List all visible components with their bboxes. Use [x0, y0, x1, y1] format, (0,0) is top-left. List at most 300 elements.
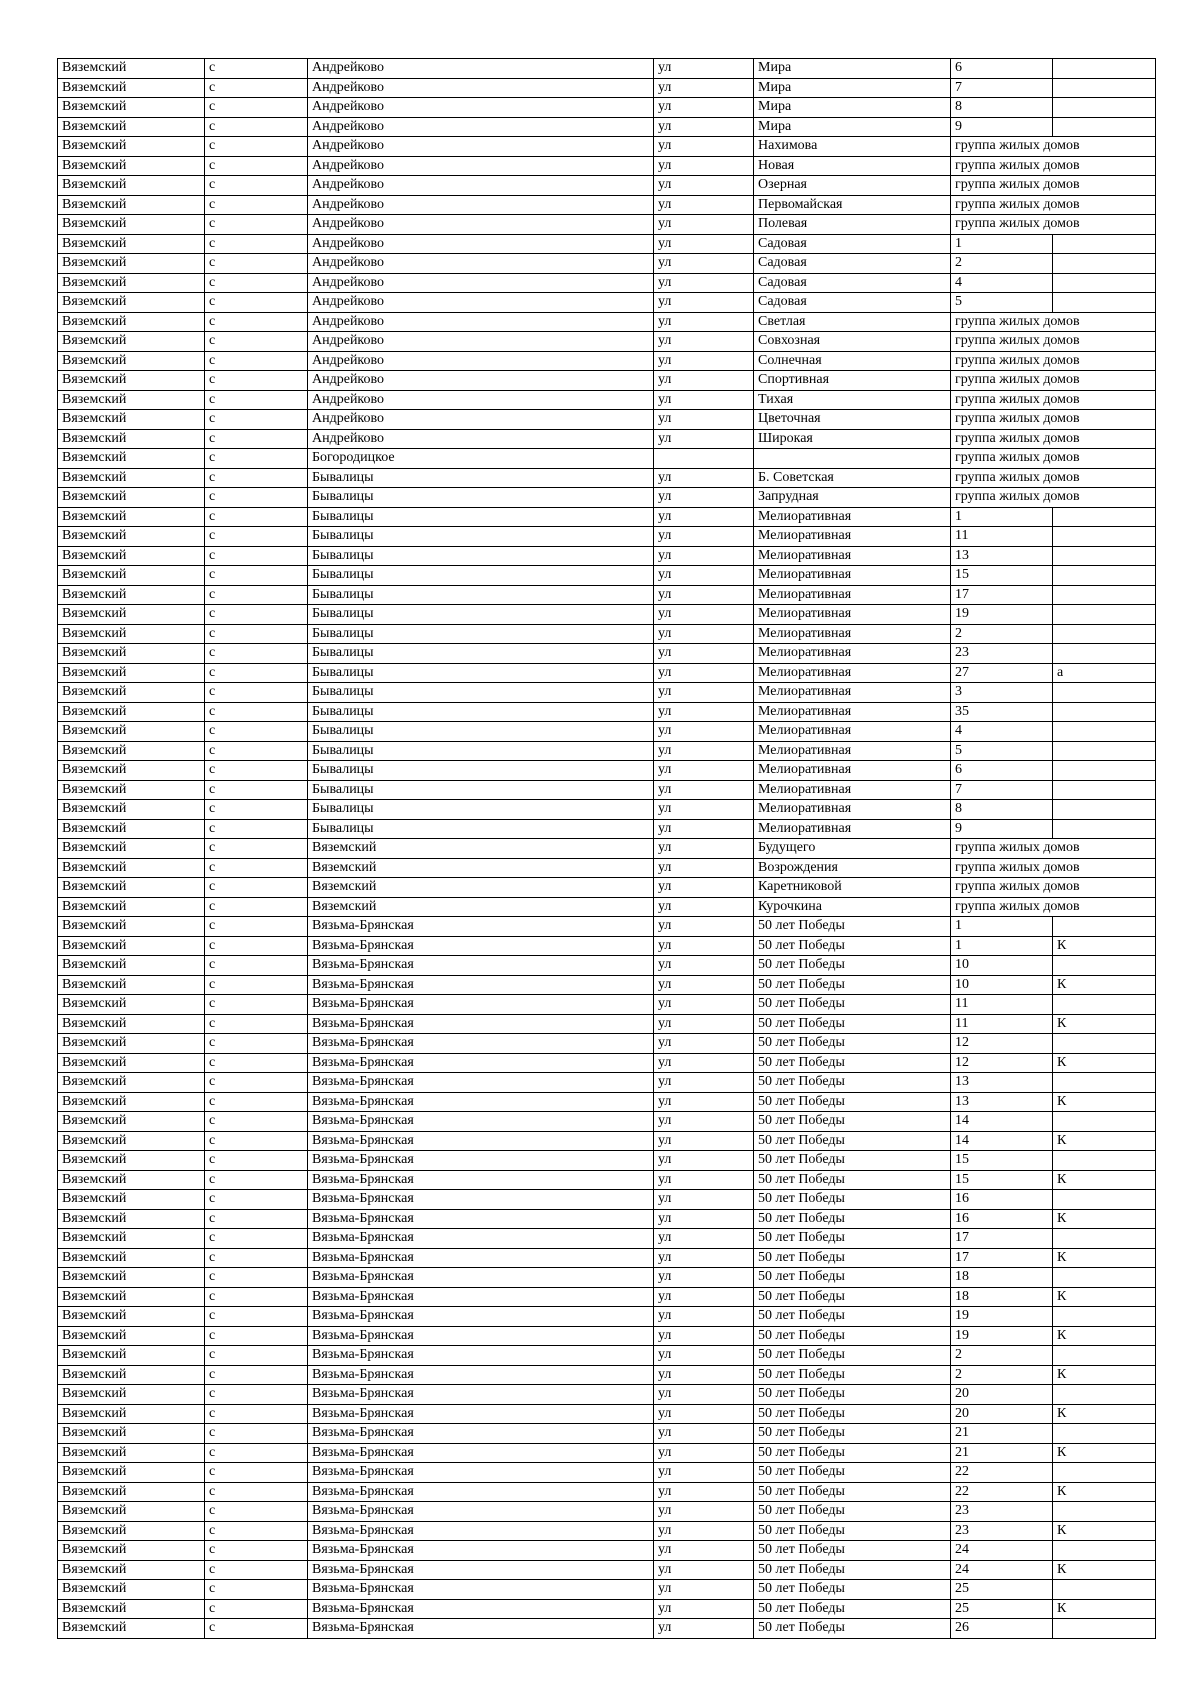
street-cell: Мелиоративная — [754, 683, 951, 703]
district-cell: Вяземский — [58, 1521, 205, 1541]
house-cell: 23 — [951, 644, 1053, 664]
building-cell: К — [1053, 1014, 1156, 1034]
street-cell: 50 лет Победы — [754, 1560, 951, 1580]
street-type-cell: ул — [654, 429, 754, 449]
house-cell: 11 — [951, 995, 1053, 1015]
settlement-type-cell: с — [205, 1580, 308, 1600]
street-type-cell: ул — [654, 273, 754, 293]
house-cell: группа жилых домов — [951, 878, 1156, 898]
street-cell: 50 лет Победы — [754, 1541, 951, 1561]
settlement-type-cell: с — [205, 605, 308, 625]
house-cell: 13 — [951, 1092, 1053, 1112]
table-row — [58, 468, 1156, 488]
building-cell: К — [1053, 1365, 1156, 1385]
street-cell: Мелиоративная — [754, 761, 951, 781]
street-cell: 50 лет Победы — [754, 1346, 951, 1366]
building-cell — [1053, 1190, 1156, 1210]
settlement-type-cell: с — [205, 254, 308, 274]
house-cell: группа жилых домов — [951, 156, 1156, 176]
settlement-cell: Бывалицы — [308, 819, 654, 839]
table-row — [58, 507, 1156, 527]
table-row — [58, 1151, 1156, 1171]
district-cell: Вяземский — [58, 722, 205, 742]
settlement-cell: Андрейково — [308, 78, 654, 98]
settlement-type-cell: с — [205, 234, 308, 254]
street-type-cell: ул — [654, 819, 754, 839]
building-cell — [1053, 585, 1156, 605]
street-type-cell: ул — [654, 1599, 754, 1619]
table-row — [58, 1268, 1156, 1288]
district-cell: Вяземский — [58, 897, 205, 917]
street-type-cell: ул — [654, 644, 754, 664]
settlement-type-cell: с — [205, 897, 308, 917]
street-type-cell: ул — [654, 1053, 754, 1073]
settlement-type-cell: с — [205, 1151, 308, 1171]
street-type-cell: ул — [654, 1560, 754, 1580]
settlement-cell: Бывалицы — [308, 800, 654, 820]
house-cell: группа жилых домов — [951, 449, 1156, 469]
street-cell: Тихая — [754, 390, 951, 410]
settlement-cell: Вязьма-Брянская — [308, 1092, 654, 1112]
settlement-type-cell: с — [205, 332, 308, 352]
district-cell: Вяземский — [58, 1463, 205, 1483]
table-row — [58, 761, 1156, 781]
street-cell: Спортивная — [754, 371, 951, 391]
settlement-type-cell: с — [205, 390, 308, 410]
settlement-cell: Андрейково — [308, 332, 654, 352]
district-cell: Вяземский — [58, 78, 205, 98]
settlement-type-cell: с — [205, 1599, 308, 1619]
district-cell: Вяземский — [58, 663, 205, 683]
building-cell: К — [1053, 1521, 1156, 1541]
street-cell: Полевая — [754, 215, 951, 235]
house-cell: 25 — [951, 1599, 1053, 1619]
street-cell: Мелиоративная — [754, 780, 951, 800]
table-row — [58, 1443, 1156, 1463]
district-cell: Вяземский — [58, 59, 205, 79]
table-row — [58, 644, 1156, 664]
street-cell: 50 лет Победы — [754, 1248, 951, 1268]
district-cell: Вяземский — [58, 351, 205, 371]
table-row — [58, 1131, 1156, 1151]
table-row — [58, 1190, 1156, 1210]
settlement-type-cell: с — [205, 1346, 308, 1366]
street-cell: Б. Советская — [754, 468, 951, 488]
district-cell: Вяземский — [58, 1014, 205, 1034]
street-type-cell: ул — [654, 507, 754, 527]
street-type-cell: ул — [654, 1482, 754, 1502]
settlement-cell: Андрейково — [308, 137, 654, 157]
house-cell: 24 — [951, 1560, 1053, 1580]
settlement-cell: Вязьма-Брянская — [308, 1307, 654, 1327]
house-cell: 6 — [951, 761, 1053, 781]
settlement-cell: Вязьма-Брянская — [308, 1385, 654, 1405]
settlement-cell: Вязьма-Брянская — [308, 1502, 654, 1522]
settlement-type-cell: с — [205, 1521, 308, 1541]
table-row — [58, 1287, 1156, 1307]
house-cell: 9 — [951, 819, 1053, 839]
building-cell — [1053, 1229, 1156, 1249]
settlement-type-cell: с — [205, 1404, 308, 1424]
street-cell: Мелиоративная — [754, 741, 951, 761]
settlement-type-cell: с — [205, 312, 308, 332]
street-cell: Мелиоративная — [754, 644, 951, 664]
street-cell: 50 лет Победы — [754, 1034, 951, 1054]
table-row — [58, 858, 1156, 878]
district-cell: Вяземский — [58, 546, 205, 566]
district-cell: Вяземский — [58, 1326, 205, 1346]
district-cell: Вяземский — [58, 293, 205, 313]
table-row — [58, 917, 1156, 937]
settlement-type-cell: с — [205, 1014, 308, 1034]
house-cell: 7 — [951, 78, 1053, 98]
table-row — [58, 1599, 1156, 1619]
house-cell: группа жилых домов — [951, 312, 1156, 332]
street-cell: Мелиоративная — [754, 546, 951, 566]
street-cell: Совхозная — [754, 332, 951, 352]
building-cell — [1053, 1502, 1156, 1522]
table-row — [58, 78, 1156, 98]
street-type-cell: ул — [654, 1463, 754, 1483]
district-cell: Вяземский — [58, 312, 205, 332]
street-cell: 50 лет Победы — [754, 1463, 951, 1483]
settlement-type-cell: с — [205, 1365, 308, 1385]
house-cell: 26 — [951, 1619, 1053, 1639]
street-type-cell: ул — [654, 176, 754, 196]
settlement-type-cell: с — [205, 351, 308, 371]
settlement-type-cell: с — [205, 975, 308, 995]
district-cell: Вяземский — [58, 1112, 205, 1132]
district-cell: Вяземский — [58, 1560, 205, 1580]
settlement-cell: Вязьма-Брянская — [308, 1209, 654, 1229]
settlement-type-cell: с — [205, 176, 308, 196]
settlement-type-cell: с — [205, 1385, 308, 1405]
house-cell: группа жилых домов — [951, 468, 1156, 488]
settlement-type-cell: с — [205, 273, 308, 293]
settlement-cell: Вязьма-Брянская — [308, 1053, 654, 1073]
street-cell: 50 лет Победы — [754, 1307, 951, 1327]
house-cell: 12 — [951, 1034, 1053, 1054]
house-cell: 13 — [951, 1073, 1053, 1093]
street-cell: Мелиоративная — [754, 702, 951, 722]
district-cell: Вяземский — [58, 1151, 205, 1171]
district-cell: Вяземский — [58, 371, 205, 391]
house-cell: 5 — [951, 741, 1053, 761]
table-row — [58, 176, 1156, 196]
street-type-cell: ул — [654, 683, 754, 703]
house-cell: группа жилых домов — [951, 332, 1156, 352]
street-type-cell: ул — [654, 780, 754, 800]
street-cell: Мира — [754, 78, 951, 98]
district-cell: Вяземский — [58, 1424, 205, 1444]
settlement-cell: Андрейково — [308, 429, 654, 449]
building-cell — [1053, 1385, 1156, 1405]
house-cell: 15 — [951, 1170, 1053, 1190]
street-cell: 50 лет Победы — [754, 1014, 951, 1034]
street-cell: 50 лет Победы — [754, 1112, 951, 1132]
street-type-cell: ул — [654, 1073, 754, 1093]
district-cell: Вяземский — [58, 1073, 205, 1093]
street-cell: Мелиоративная — [754, 722, 951, 742]
house-cell: 11 — [951, 527, 1053, 547]
house-cell: 17 — [951, 1248, 1053, 1268]
table-row — [58, 234, 1156, 254]
street-type-cell: ул — [654, 702, 754, 722]
table-row — [58, 488, 1156, 508]
district-cell: Вяземский — [58, 449, 205, 469]
house-cell: группа жилых домов — [951, 215, 1156, 235]
street-cell: Нахимова — [754, 137, 951, 157]
settlement-cell: Вязьма-Брянская — [308, 1443, 654, 1463]
table-row — [58, 1209, 1156, 1229]
building-cell — [1053, 546, 1156, 566]
street-cell: Мира — [754, 59, 951, 79]
settlement-type-cell: с — [205, 117, 308, 137]
district-cell: Вяземский — [58, 254, 205, 274]
street-cell: Мелиоративная — [754, 585, 951, 605]
street-type-cell: ул — [654, 975, 754, 995]
settlement-cell: Андрейково — [308, 234, 654, 254]
street-cell: Мелиоративная — [754, 800, 951, 820]
district-cell: Вяземский — [58, 410, 205, 430]
street-cell: Садовая — [754, 234, 951, 254]
table-row — [58, 1619, 1156, 1639]
table-row — [58, 1170, 1156, 1190]
house-cell: 18 — [951, 1287, 1053, 1307]
street-cell: 50 лет Победы — [754, 1053, 951, 1073]
street-type-cell: ул — [654, 78, 754, 98]
house-cell: 1 — [951, 936, 1053, 956]
settlement-cell: Вязьма-Брянская — [308, 1482, 654, 1502]
settlement-type-cell: с — [205, 800, 308, 820]
building-cell: К — [1053, 1053, 1156, 1073]
street-cell: Будущего — [754, 839, 951, 859]
street-cell — [754, 449, 951, 469]
settlement-cell: Вязьма-Брянская — [308, 1424, 654, 1444]
district-cell: Вяземский — [58, 839, 205, 859]
settlement-type-cell: с — [205, 663, 308, 683]
street-cell: 50 лет Победы — [754, 1170, 951, 1190]
table-row — [58, 995, 1156, 1015]
settlement-cell: Бывалицы — [308, 527, 654, 547]
settlement-type-cell: с — [205, 1443, 308, 1463]
house-cell: 19 — [951, 1307, 1053, 1327]
settlement-cell: Вязьма-Брянская — [308, 975, 654, 995]
settlement-type-cell: с — [205, 1463, 308, 1483]
street-cell: Озерная — [754, 176, 951, 196]
street-type-cell: ул — [654, 390, 754, 410]
building-cell — [1053, 605, 1156, 625]
street-type-cell: ул — [654, 566, 754, 586]
settlement-type-cell: с — [205, 780, 308, 800]
building-cell: К — [1053, 1560, 1156, 1580]
street-type-cell: ул — [654, 624, 754, 644]
house-cell: группа жилых домов — [951, 371, 1156, 391]
table-row — [58, 1424, 1156, 1444]
settlement-cell: Андрейково — [308, 117, 654, 137]
district-cell: Вяземский — [58, 975, 205, 995]
building-cell — [1053, 722, 1156, 742]
settlement-type-cell: с — [205, 839, 308, 859]
table-row — [58, 527, 1156, 547]
table-row — [58, 722, 1156, 742]
house-cell: 16 — [951, 1209, 1053, 1229]
settlement-cell: Вязьма-Брянская — [308, 1248, 654, 1268]
settlement-type-cell: с — [205, 624, 308, 644]
settlement-cell: Андрейково — [308, 215, 654, 235]
street-cell: Мелиоративная — [754, 819, 951, 839]
house-cell: 15 — [951, 566, 1053, 586]
settlement-type-cell: с — [205, 858, 308, 878]
district-cell: Вяземский — [58, 1268, 205, 1288]
house-cell: 18 — [951, 1268, 1053, 1288]
settlement-cell: Бывалицы — [308, 585, 654, 605]
settlement-type-cell: с — [205, 156, 308, 176]
district-cell: Вяземский — [58, 1365, 205, 1385]
settlement-cell: Вязьма-Брянская — [308, 1170, 654, 1190]
building-cell — [1053, 1580, 1156, 1600]
street-type-cell: ул — [654, 156, 754, 176]
house-cell: группа жилых домов — [951, 839, 1156, 859]
district-cell: Вяземский — [58, 624, 205, 644]
table-row — [58, 429, 1156, 449]
settlement-type-cell: с — [205, 1112, 308, 1132]
settlement-cell: Бывалицы — [308, 683, 654, 703]
building-cell — [1053, 624, 1156, 644]
street-cell: Мира — [754, 117, 951, 137]
table-row — [58, 1307, 1156, 1327]
street-type-cell: ул — [654, 936, 754, 956]
settlement-cell: Бывалицы — [308, 468, 654, 488]
building-cell: К — [1053, 1482, 1156, 1502]
street-cell: 50 лет Победы — [754, 995, 951, 1015]
house-cell: группа жилых домов — [951, 351, 1156, 371]
district-cell: Вяземский — [58, 1053, 205, 1073]
street-cell: Первомайская — [754, 195, 951, 215]
settlement-cell: Бывалицы — [308, 761, 654, 781]
settlement-type-cell: с — [205, 1209, 308, 1229]
street-type-cell: ул — [654, 137, 754, 157]
building-cell — [1053, 527, 1156, 547]
settlement-type-cell: с — [205, 1287, 308, 1307]
district-cell: Вяземский — [58, 215, 205, 235]
street-cell: 50 лет Победы — [754, 1502, 951, 1522]
table-row — [58, 546, 1156, 566]
building-cell: К — [1053, 1443, 1156, 1463]
street-type-cell: ул — [654, 410, 754, 430]
street-type-cell: ул — [654, 1580, 754, 1600]
house-cell: группа жилых домов — [951, 897, 1156, 917]
house-cell: 8 — [951, 98, 1053, 118]
house-cell: 3 — [951, 683, 1053, 703]
street-type-cell: ул — [654, 1541, 754, 1561]
settlement-cell: Бывалицы — [308, 722, 654, 742]
settlement-cell: Вязьма-Брянская — [308, 1034, 654, 1054]
table-row — [58, 800, 1156, 820]
street-cell: Солнечная — [754, 351, 951, 371]
house-cell: 14 — [951, 1131, 1053, 1151]
settlement-type-cell: с — [205, 1424, 308, 1444]
settlement-cell: Бывалицы — [308, 605, 654, 625]
settlement-cell: Андрейково — [308, 293, 654, 313]
settlement-type-cell: с — [205, 1248, 308, 1268]
building-cell: К — [1053, 936, 1156, 956]
street-type-cell: ул — [654, 995, 754, 1015]
table-row — [58, 1034, 1156, 1054]
street-cell: Возрождения — [754, 858, 951, 878]
street-type-cell: ул — [654, 839, 754, 859]
district-cell: Вяземский — [58, 1385, 205, 1405]
house-cell: 5 — [951, 293, 1053, 313]
table-row — [58, 1112, 1156, 1132]
district-cell: Вяземский — [58, 1482, 205, 1502]
house-cell: 7 — [951, 780, 1053, 800]
house-cell: 2 — [951, 1346, 1053, 1366]
street-type-cell: ул — [654, 293, 754, 313]
settlement-cell: Андрейково — [308, 351, 654, 371]
district-cell: Вяземский — [58, 585, 205, 605]
district-cell: Вяземский — [58, 1580, 205, 1600]
street-type-cell: ул — [654, 1385, 754, 1405]
street-type-cell: ул — [654, 878, 754, 898]
street-type-cell: ул — [654, 1346, 754, 1366]
street-cell: Мелиоративная — [754, 566, 951, 586]
building-cell — [1053, 917, 1156, 937]
house-cell: 23 — [951, 1521, 1053, 1541]
district-cell: Вяземский — [58, 1287, 205, 1307]
street-type-cell: ул — [654, 1502, 754, 1522]
district-cell: Вяземский — [58, 156, 205, 176]
street-type-cell: ул — [654, 1092, 754, 1112]
settlement-cell: Вязьма-Брянская — [308, 936, 654, 956]
street-cell: 50 лет Победы — [754, 1404, 951, 1424]
house-cell: 24 — [951, 1541, 1053, 1561]
settlement-type-cell: с — [205, 429, 308, 449]
table-row — [58, 1385, 1156, 1405]
street-cell: Курочкина — [754, 897, 951, 917]
house-cell: 4 — [951, 722, 1053, 742]
street-type-cell: ул — [654, 1307, 754, 1327]
street-type-cell: ул — [654, 605, 754, 625]
table-row — [58, 195, 1156, 215]
district-cell: Вяземский — [58, 332, 205, 352]
street-cell: Садовая — [754, 293, 951, 313]
district-cell: Вяземский — [58, 1307, 205, 1327]
table-row — [58, 1248, 1156, 1268]
building-cell — [1053, 1034, 1156, 1054]
settlement-cell: Вязьма-Брянская — [308, 1112, 654, 1132]
house-cell: 17 — [951, 1229, 1053, 1249]
building-cell: К — [1053, 1248, 1156, 1268]
street-cell: 50 лет Победы — [754, 1599, 951, 1619]
settlement-type-cell: с — [205, 1326, 308, 1346]
table-row — [58, 1229, 1156, 1249]
table-row — [58, 1014, 1156, 1034]
street-cell: Мелиоративная — [754, 605, 951, 625]
table-row — [58, 702, 1156, 722]
building-cell — [1053, 1346, 1156, 1366]
street-type-cell: ул — [654, 1014, 754, 1034]
settlement-type-cell: с — [205, 1034, 308, 1054]
house-cell: 14 — [951, 1112, 1053, 1132]
settlement-cell: Бывалицы — [308, 624, 654, 644]
street-cell: Новая — [754, 156, 951, 176]
house-cell: 20 — [951, 1404, 1053, 1424]
street-type-cell: ул — [654, 1209, 754, 1229]
settlement-cell: Андрейково — [308, 176, 654, 196]
building-cell — [1053, 1619, 1156, 1639]
settlement-cell: Вяземский — [308, 878, 654, 898]
